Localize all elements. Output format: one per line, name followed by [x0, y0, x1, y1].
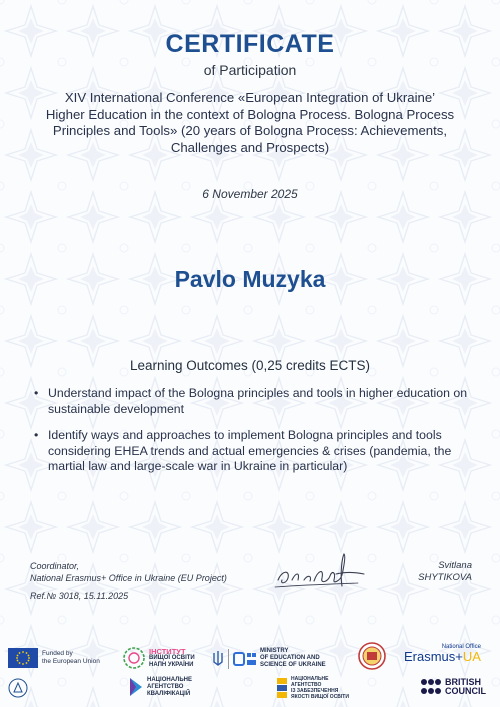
coordinator-label: Coordinator,	[30, 561, 80, 571]
conference-title: XIV International Conference «European Integration of Ukraine’ Higher Education in the context of Bologna Process. Bologna Process Principles and Tools» (20 years of Bologna Process: Achievements, Challenges and Prospects)	[45, 90, 455, 156]
partner-logos	[0, 640, 500, 707]
bottom-crest-logo	[8, 678, 28, 698]
coordinator-info	[30, 560, 227, 584]
erasmus-logo	[404, 644, 481, 664]
eu-text-line2: the European Union	[42, 658, 100, 665]
conference-date: 6 November 2025	[202, 187, 298, 201]
institute-text-line3: НАПН УКРАЇНИ	[149, 661, 194, 668]
nqa-text-line3: КВАЛІФІКАЦІЙ	[147, 690, 191, 697]
naqa-text-line2: АГЕНТСТВО	[291, 682, 322, 688]
signer-last-name: SHYTIKOVA	[418, 572, 472, 583]
institute-logo	[122, 646, 195, 670]
eu-text-line1: Funded by	[42, 650, 73, 657]
eu-logo	[8, 648, 100, 668]
learning-outcomes-list	[32, 386, 472, 486]
nqa-text-line1: НАЦІОНАЛЬНЕ	[147, 676, 192, 683]
coordinator-office: National Erasmus+ Office in Ukraine (EU Project)	[30, 573, 227, 583]
erasmus-ua-text: UA	[462, 649, 481, 664]
signature-image	[270, 550, 370, 594]
list-item	[32, 386, 472, 417]
institute-globe-icon	[122, 646, 146, 670]
institute-text-line2: ВИЩОЇ ОСВІТИ	[149, 654, 195, 661]
university-seal-logo	[358, 642, 386, 670]
reference-number: Ref.№ 3018, 15.11.2025	[30, 591, 129, 601]
outcome-text: Understand impact of the Bologna principles and tools in higher education on sustainable development	[48, 386, 468, 416]
qualifications-agency-logo	[128, 676, 192, 698]
ministry-text-line2: OF EDUCATION AND	[260, 655, 320, 661]
crest-icon	[8, 678, 28, 698]
erasmus-wordmark	[404, 650, 481, 664]
naqa-text-line4: ЯКОСТІ ВИЩОЇ ОСВІТИ	[291, 694, 349, 700]
outcome-text: Identify ways and approaches to implement Bologna principles and tools considering EHEA trends and actual emergencies & crises (pandemia, the martial law and large-scale war in Ukraine in particular)	[48, 428, 452, 473]
certificate-subtitle: of Participation	[203, 62, 297, 78]
ministry-logo	[212, 648, 326, 669]
quality-agency-logo	[276, 676, 349, 700]
institute-text-line1: ІНСТИТУТ	[149, 646, 186, 656]
british-council-dots-icon	[420, 678, 442, 696]
british-text-line1: BRITISH	[445, 677, 481, 687]
signer-info	[372, 560, 472, 584]
quality-mark-icon	[276, 676, 288, 700]
british-council-logo	[420, 678, 486, 696]
ministry-text-line1: MINISTRY	[260, 648, 289, 654]
play-shape-icon	[128, 676, 144, 698]
ministry-mark-icon	[233, 650, 257, 668]
eu-flag-icon	[8, 648, 38, 668]
list-item	[32, 428, 472, 475]
bullet-icon: •	[34, 428, 39, 442]
ministry-text-line3: SCIENCE OF UKRAINE	[260, 662, 326, 668]
certificate-title: CERTIFICATE	[165, 30, 335, 58]
naqa-text-line1: НАЦІОНАЛЬНЕ	[291, 676, 329, 682]
nqa-text-line2: АГЕНТСТВО	[147, 683, 184, 690]
bullet-icon: •	[34, 386, 39, 400]
signer-first-name: Svitlana	[438, 560, 472, 571]
naqa-text-line3: ІЗ ЗАБЕЗПЕЧЕННЯ	[291, 688, 339, 694]
british-text-line2: COUNCIL	[445, 686, 486, 696]
seal-icon	[358, 642, 386, 670]
erasmus-small-text: National Office	[441, 644, 481, 650]
learning-outcomes-title: Learning Outcomes (0,25 credits ECTS)	[129, 358, 371, 373]
erasmus-main-text: Erasmus+	[404, 649, 463, 664]
trident-icon	[212, 649, 224, 669]
participant-name: Pavlo Muzyka	[174, 266, 326, 292]
